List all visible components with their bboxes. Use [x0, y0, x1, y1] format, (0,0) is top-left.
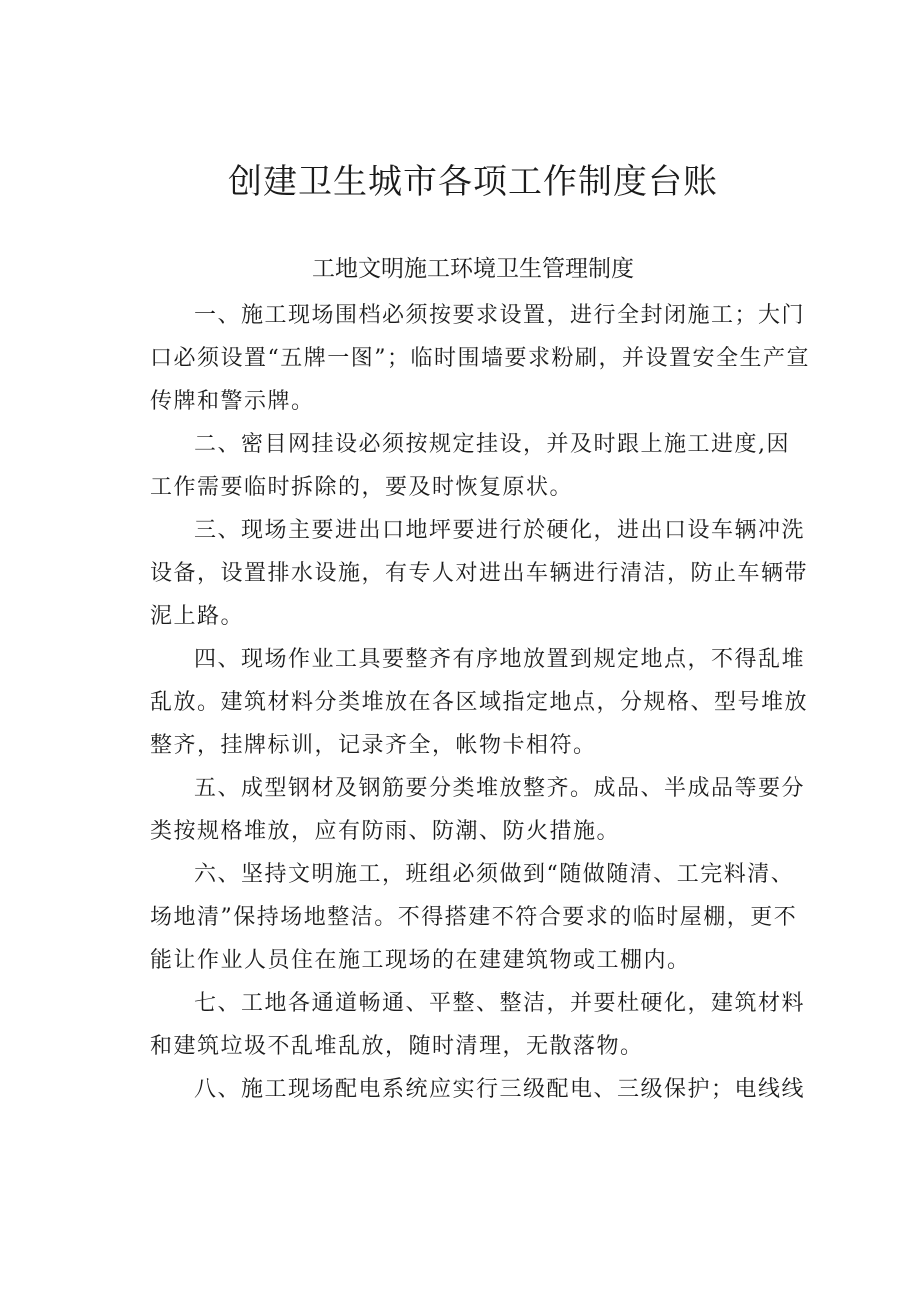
paragraph-3: 三、现场主要进出口地坪要进行於硬化，进出口设车辆冲洗设备，设置排水设施，有专人对进出车辆进行清洁，防止车辆带泥上路。 [150, 518, 809, 629]
paragraph-1: 一、施工现场围档必须按要求设置，进行全封闭施工；大门口必须设置“五牌一图”；临时围墙要求粉刷，并设置安全生产宣传牌和警示牌。 [150, 303, 810, 414]
document-body [150, 294, 810, 1111]
paragraph-2: 二、密目网挂设必须按规定挂设，并及时跟上施工进度,因工作需要临时拆除的，要及时恢复原状。 [150, 432, 790, 500]
paragraph-7: 七、工地各通道畅通、平整、整洁，并要杜硬化，建筑材料和建筑垃圾不乱堆乱放，随时清理，无散落物。 [150, 991, 806, 1059]
paragraph-8: 八、施工现场配电系统应实行三级配电、三级保护；电线线 [194, 1077, 806, 1102]
section-title: 工地文明施工环境卫生管理制度 [312, 256, 634, 282]
paragraph-4: 四、现场作业工具要整齐有序地放置到规定地点，不得乱堆乱放。建筑材料分类堆放在各区域指定地点，分规格、型号堆放整齐，挂牌标训，记录齐全，帐物卡相符。 [150, 647, 809, 758]
document-title: 创建卫生城市各项工作制度台账 [228, 162, 718, 202]
paragraph-5: 五、成型钢材及钢筋要分类堆放整齐。成品、半成品等要分类按规格堆放，应有防雨、防潮、防火措施。 [150, 776, 806, 844]
paragraph-6: 六、坚持文明施工，班组必须做到“随做随清、工完料清、场地清”保持场地整洁。不得搭建不符合要求的临时屋棚，更不能让作业人员住在施工现场的在建建筑物或工棚内。 [150, 862, 798, 973]
